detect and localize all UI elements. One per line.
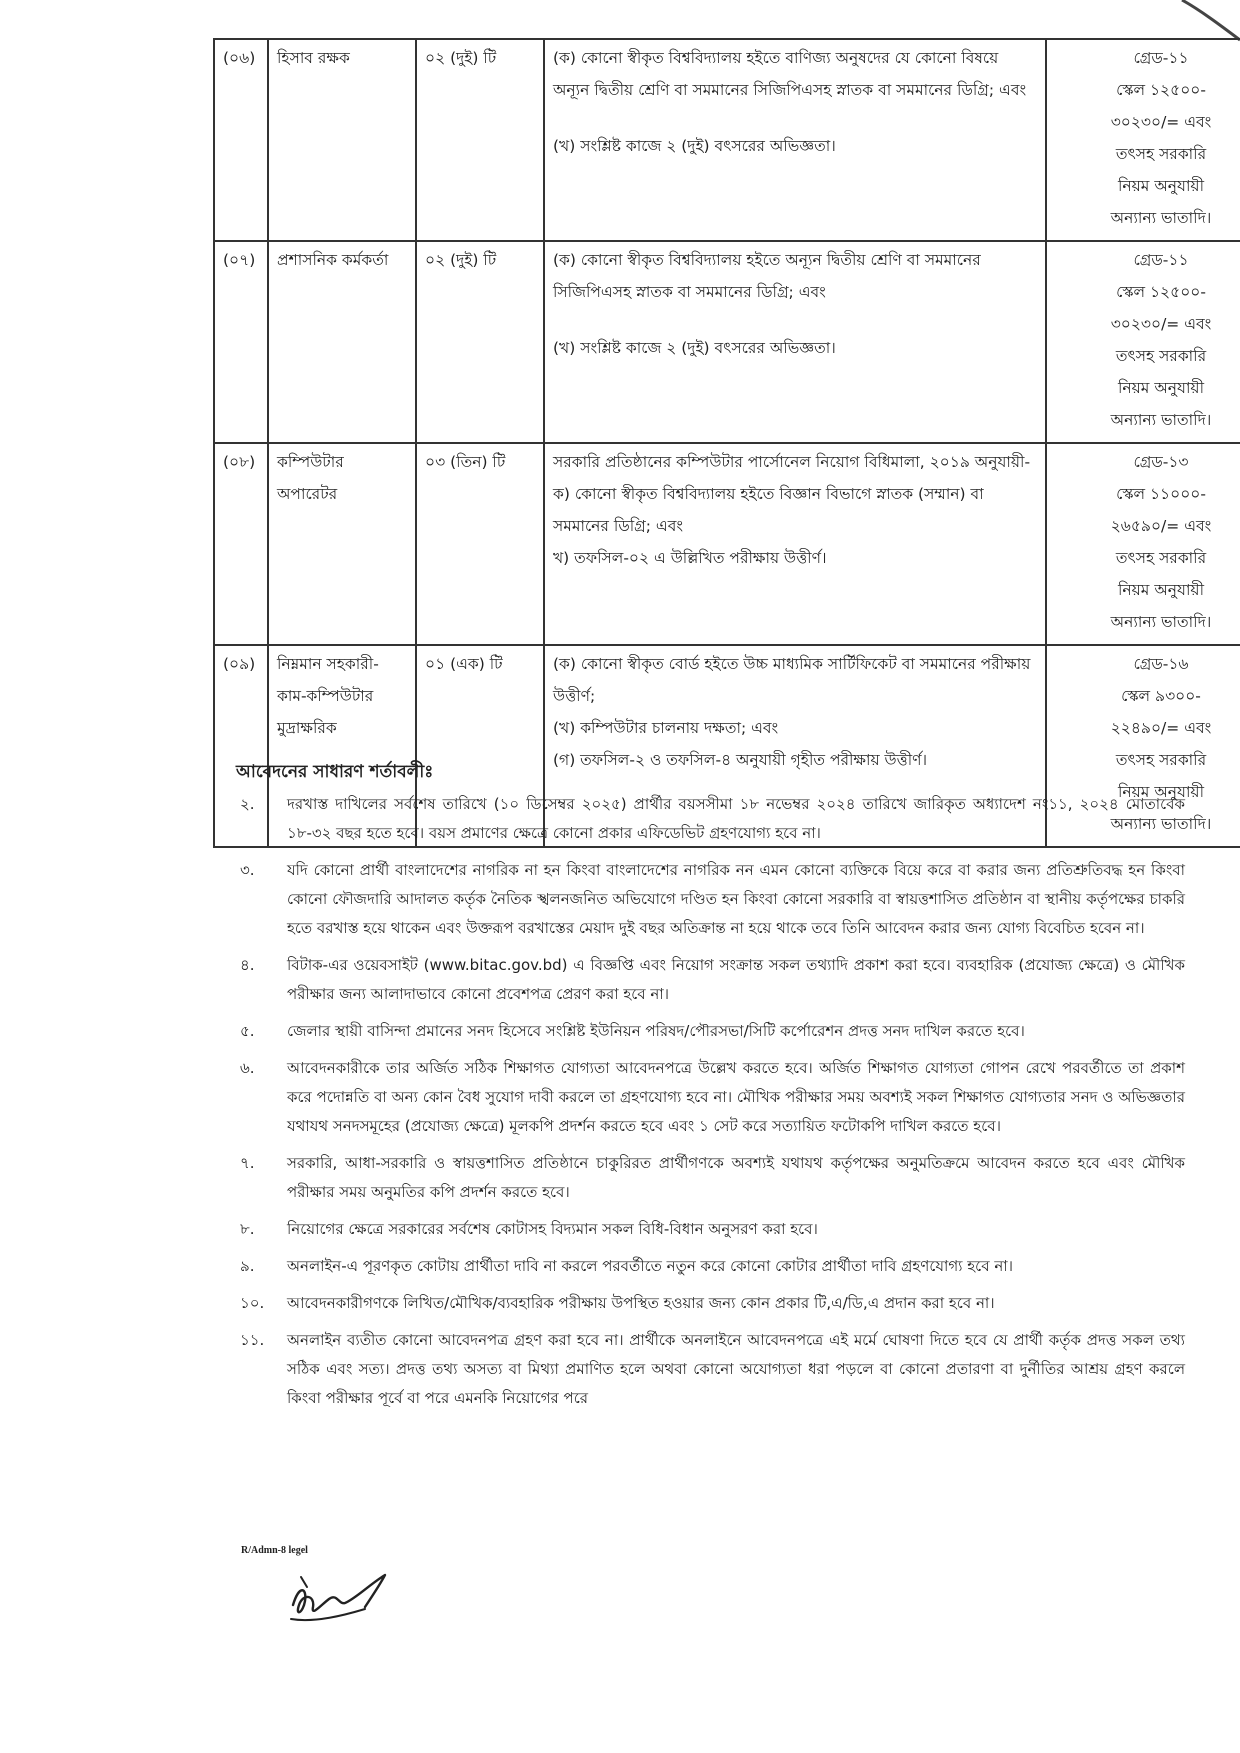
condition-text: আবেদনকারীগণকে লিখিত/মৌখিক/ব্যবহারিক পরীক্ষায় উপস্থিত হওয়ার জন্য কোন প্রকার টি,এ/ডি,এ প্রদান করা হবে না। (287, 1294, 995, 1312)
condition-item (240, 856, 1185, 943)
qualification-line: (ক) কোনো স্বীকৃত বোর্ড হইতে উচ্চ মাধ্যমিক সার্টিফিকেট বা সমমানের পরীক্ষায় উত্তীর্ণ; (553, 655, 1031, 705)
condition-text: আবেদনকারীকে তার অর্জিত সঠিক শিক্ষাগত যোগ্যতা আবেদনপত্রে উল্লেখ করতে হবে। অর্জিত শিক্ষাগত যোগ্যতা গোপন রেখে পরবর্তীতে তা প্রকাশ করে পদোন্নতি বা অন্য কোন বৈধ সুযোগ দাবী করলে তা গ্রহণযোগ্য হবে না। মৌখিক পরীক্ষার সময় অবশ্যই সকল শিক্ষাগত যোগ্যতার সনদ ও অভিজ্ঞতার যথাযথ সনদসমূহের (প্রযোজ্য ক্ষেত্রে) মূলকপি প্রদর্শন করতে হবে এবং ১ সেট করে সত্যায়িত ফটোকপি দাখিল করতে হবে। (287, 1059, 1185, 1135)
conditions-list (240, 790, 1185, 1421)
qualification-line: সরকারি প্রতিষ্ঠানের কম্পিউটার পার্সোনেল নিয়োগ বিধিমালা, ২০১৯ অনুযায়ী- (553, 453, 1031, 471)
signature-icon (285, 1565, 405, 1630)
condition-text: অনলাইন-এ পূরণকৃত কোটায় প্রার্থীতা দাবি না করলে পরবর্তীতে নতুন করে কোনো কোটার প্রার্থীতা দাবি গ্রহণযোগ্য হবে না। (287, 1257, 1013, 1275)
post-name: নিম্নমান সহকারী-কাম-কম্পিউটার মুদ্রাক্ষরিক (268, 645, 416, 847)
post-row (214, 443, 1240, 645)
condition-number: ৪. (240, 956, 255, 974)
pay-line: স্কেল ১১০০০- (1116, 485, 1206, 503)
pay-line: গ্রেড-১৬ (1133, 655, 1189, 673)
post-number: (০৯) (214, 645, 268, 847)
condition-text: দরখাস্ত দাখিলের সর্বশেষ তারিখে (১০ ডিসেম্বর ২০২৫) প্রার্থীর বয়সসীমা ১৮ নভেম্বর ২০২৪ তারিখে জারিকৃত অধ্যাদেশ নং১১, ২০২৪ মোতাবেক ১৮-৩২ বছর হতে হবে। বয়স প্রমাণের ক্ষেত্রে কোনো প্রকার এফিডেভিট গ্রহণযোগ্য হবে না। (287, 795, 1185, 842)
post-count: ০২ (দুই) টি (416, 39, 544, 241)
pay-line: গ্রেড-১৩ (1133, 453, 1189, 471)
condition-number: ৩. (240, 861, 255, 879)
pay-line: ২২৪৯০/= এবং (1110, 719, 1212, 737)
condition-number: ১১. (240, 1331, 265, 1349)
condition-number: ৬. (240, 1059, 255, 1077)
post-count: ০৩ (তিন) টি (416, 443, 544, 645)
post-row (214, 39, 1240, 241)
qualification-line: খ) তফসিল-০২ এ উল্লিখিত পরীক্ষায় উত্তীর্ণ। (553, 549, 827, 567)
pay-line: তৎসহ সরকারি (1115, 549, 1207, 567)
pay-line: অন্যান্য ভাতাদি। (1110, 815, 1212, 833)
pay-line: নিয়ম অনুযায়ী (1117, 177, 1204, 195)
condition-number: ২. (240, 795, 255, 813)
pay-line: স্কেল ১২৫০০- (1116, 81, 1206, 99)
pay-line: অন্যান্য ভাতাদি। (1110, 209, 1212, 227)
conditions-title: আবেদনের সাধারণ শর্তাবলীঃ (236, 762, 434, 782)
qualification-line: (ক) কোনো স্বীকৃত বিশ্ববিদ্যালয় হইতে বাণিজ্য অনুষদের যে কোনো বিষয়ে অন্যূন দ্বিতীয় শ্রেণি বা সমমানের সিজিপিএসহ স্নাতক বা সমমানের ডিগ্রি; এবং (553, 49, 1027, 99)
pay-line: অন্যান্য ভাতাদি। (1110, 613, 1212, 631)
qualification-line: ক) কোনো স্বীকৃত বিশ্ববিদ্যালয় হইতে বিজ্ঞান বিভাগে স্নাতক (সম্মান) বা সমমানের ডিগ্রি; এবং (553, 485, 984, 535)
post-name: হিসাব রক্ষক (268, 39, 416, 241)
condition-text: জেলার স্থায়ী বাসিন্দা প্রমানের সনদ হিসেবে সংশ্লিষ্ট ইউনিয়ন পরিষদ/পৌরসভা/সিটি কর্পোরেশন প্রদত্ত সনদ দাখিল করতে হবে। (287, 1022, 1025, 1040)
qualification-line: (খ) সংশ্লিষ্ট কাজে ২ (দুই) বৎসরের অভিজ্ঞতা। (553, 137, 836, 155)
condition-item (240, 951, 1185, 1009)
post-qualifications (544, 241, 1046, 443)
condition-text: বিটাক-এর ওয়েবসাইট (www.bitac.gov.bd) এ বিজ্ঞপ্তি এবং নিয়োগ সংক্রান্ত সকল তথ্যাদি প্রকাশ করা হবে। ব্যবহারিক (প্রযোজ্য ক্ষেত্রে) ও মৌখিক পরীক্ষার জন্য আলাদাভাবে কোনো প্রবেশপত্র প্রেরণ করা হবে না। (287, 956, 1185, 1003)
footer-code: R/Admn-8 legel (241, 1545, 308, 1556)
pay-line: গ্রেড-১১ (1133, 251, 1189, 269)
pay-line: স্কেল ৯৩০০- (1121, 687, 1201, 705)
post-count: ০২ (দুই) টি (416, 241, 544, 443)
pay-line: নিয়ম অনুযায়ী (1117, 783, 1204, 801)
post-count: ০১ (এক) টি (416, 645, 544, 847)
condition-item (240, 1017, 1185, 1046)
post-row (214, 241, 1240, 443)
condition-text: সরকারি, আধা-সরকারি ও স্বায়ত্তশাসিত প্রতিষ্ঠানে চাকুরিরত প্রার্থীগণকে অবশ্যই যথাযথ কর্তৃপক্ষের অনুমতিক্রমে আবেদন করতে হবে এবং মৌখিক পরীক্ষার সময় অনুমতির কপি প্রদর্শন করতে হবে। (287, 1154, 1185, 1201)
condition-item (240, 1326, 1185, 1413)
pay-line: ৩০২৩০/= এবং (1110, 113, 1212, 131)
pay-line: তৎসহ সরকারি (1115, 347, 1207, 365)
post-qualifications (544, 39, 1046, 241)
post-pay-scale (1046, 443, 1240, 645)
condition-number: ১০. (240, 1294, 265, 1312)
post-number: (০৬) (214, 39, 268, 241)
condition-item (240, 1289, 1185, 1318)
condition-text: অনলাইন ব্যতীত কোনো আবেদনপত্র গ্রহণ করা হবে না। প্রার্থীকে অনলাইনে আবেদনপত্রে এই মর্মে ঘোষণা দিতে হবে যে প্রার্থী কর্তৃক প্রদত্ত সকল তথ্য সঠিক এবং সত্য। প্রদত্ত তথ্য অসত্য বা মিথ্যা প্রমাণিত হলে অথবা কোনো অযোগ্যতা ধরা পড়লে বা কোনো প্রতারণা বা দুর্নীতির আশ্রয় গ্রহণ করলে কিংবা পরীক্ষার পূর্বে বা পরে এমনকি নিয়োগের পরে (287, 1331, 1185, 1407)
post-name: প্রশাসনিক কর্মকর্তা (268, 241, 416, 443)
condition-item (240, 1252, 1185, 1281)
pay-line: নিয়ম অনুযায়ী (1117, 379, 1204, 397)
condition-item (240, 790, 1185, 848)
qualification-line (553, 308, 1037, 332)
pay-line: নিয়ম অনুযায়ী (1117, 581, 1204, 599)
pay-line: তৎসহ সরকারি (1115, 751, 1207, 769)
post-qualifications (544, 443, 1046, 645)
qualification-line: (খ) সংশ্লিষ্ট কাজে ২ (দুই) বৎসরের অভিজ্ঞতা। (553, 339, 836, 357)
pay-line: অন্যান্য ভাতাদি। (1110, 411, 1212, 429)
condition-number: ৫. (240, 1022, 255, 1040)
condition-text: নিয়োগের ক্ষেত্রে সরকারের সর্বশেষ কোটাসহ বিদ্যমান সকল বিধি-বিধান অনুসরণ করা হবে। (287, 1220, 818, 1238)
condition-number: ৭. (240, 1154, 255, 1172)
post-pay-scale (1046, 241, 1240, 443)
post-name: কম্পিউটার অপারেটর (268, 443, 416, 645)
condition-text: যদি কোনো প্রার্থী বাংলাদেশের নাগরিক না হন কিংবা বাংলাদেশের নাগরিক নন এমন কোনো ব্যক্তিকে বিয়ে করে বা করার জন্য প্রতিশ্রুতিবদ্ধ হন কিংবা কোনো ফৌজদারি আদালত কর্তৃক নৈতিক স্খলনজনিত অভিযোগে দণ্ডিত হন কিংবা কোনো সরকারি বা স্বায়ত্তশাসিত প্রতিষ্ঠান বা স্থানীয় কর্তৃপক্ষের চাকরি হতে বরখাস্ত হয়ে থাকেন এবং উক্তরূপ বরখাস্তের মেয়াদ দুই বছর অতিক্রান্ত না হয়ে থাকে তবে তিনি আবেদন করার জন্য যোগ্য বিবেচিত হবেন না। (287, 861, 1185, 937)
post-pay-scale (1046, 39, 1240, 241)
pay-line: গ্রেড-১১ (1133, 49, 1189, 67)
condition-number: ৯. (240, 1257, 255, 1275)
condition-item (240, 1054, 1185, 1141)
post-number: (০৮) (214, 443, 268, 645)
qualification-line (553, 106, 1037, 130)
pay-line: ২৬৫৯০/= এবং (1110, 517, 1212, 535)
qualification-line: (গ) তফসিল-২ ও তফসিল-৪ অনুযায়ী গৃহীত পরীক্ষায় উত্তীর্ণ। (553, 751, 928, 769)
qualification-line: (খ) কম্পিউটার চালনায় দক্ষতা; এবং (553, 719, 779, 737)
pay-line: ৩০২৩০/= এবং (1110, 315, 1212, 333)
condition-item (240, 1149, 1185, 1207)
pay-line: তৎসহ সরকারি (1115, 145, 1207, 163)
condition-number: ৮. (240, 1220, 255, 1238)
post-number: (০৭) (214, 241, 268, 443)
pay-line: স্কেল ১২৫০০- (1116, 283, 1206, 301)
condition-item (240, 1215, 1185, 1244)
posts-table (213, 38, 1240, 848)
qualification-line: (ক) কোনো স্বীকৃত বিশ্ববিদ্যালয় হইতে অন্যূন দ্বিতীয় শ্রেণি বা সমমানের সিজিপিএসহ স্নাতক বা সমমানের ডিগ্রি; এবং (553, 251, 981, 301)
